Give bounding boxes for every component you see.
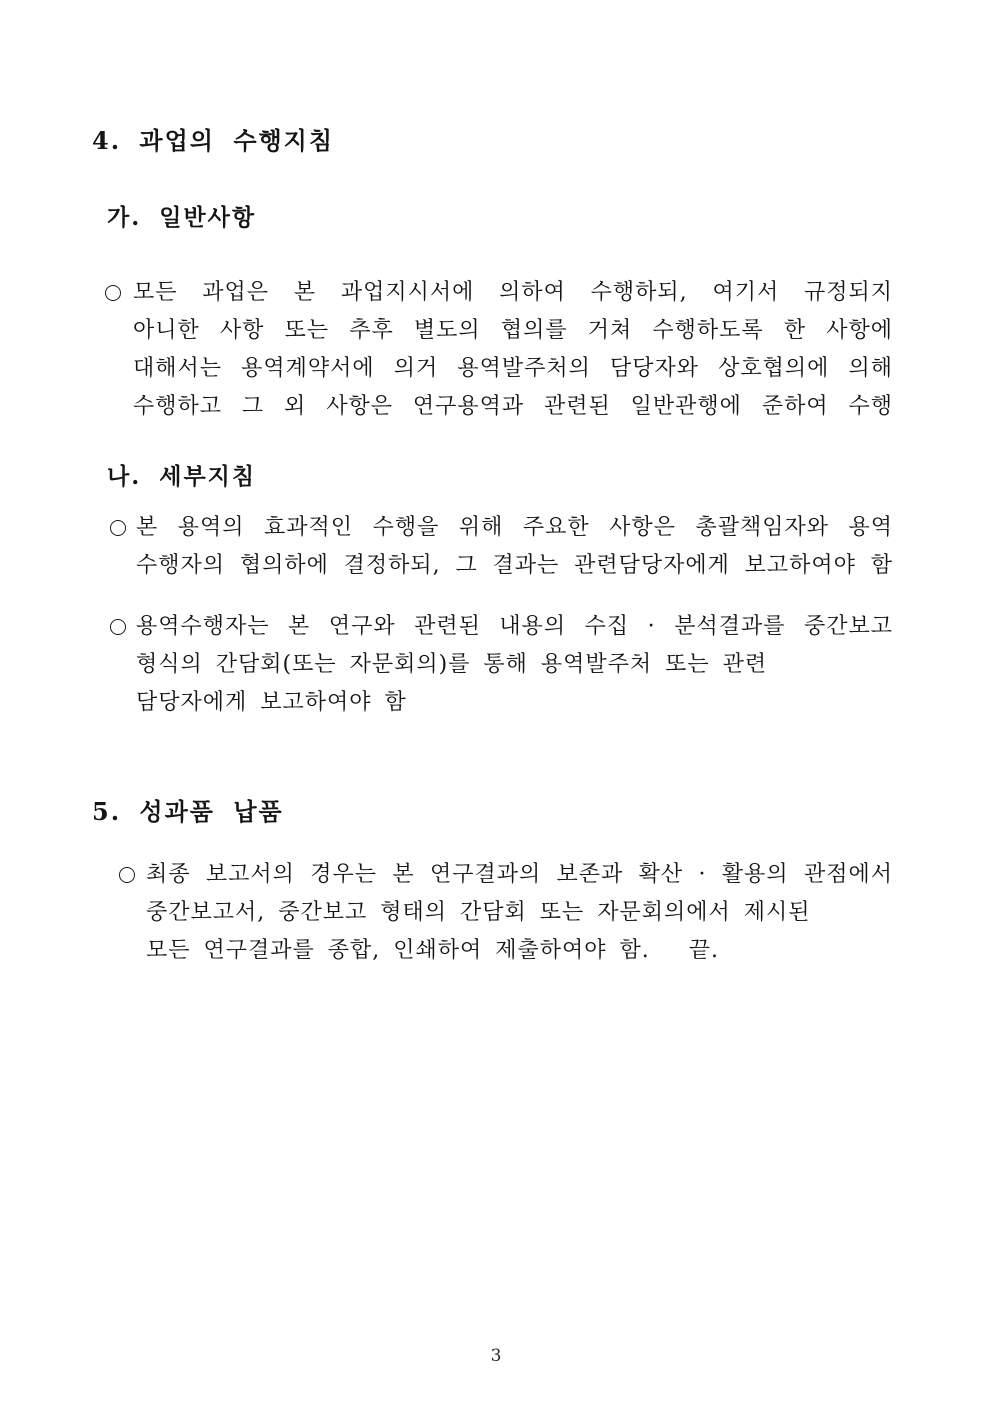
section4-heading: 4. 과업의 수행지침 (92, 126, 335, 155)
bullet-text (136, 608, 893, 722)
section4-detail-subheading: 나. 세부지침 (107, 463, 257, 490)
text-line: 중간보고서, 중간보고 형태의 간담회 또는 자문회의에서 제시된 (146, 900, 811, 925)
circle-bullet-icon (119, 867, 135, 883)
text-line: 대해서는 용역계약서에 의거 용역발주처의 담당자와 상호협의에 의해 (133, 356, 893, 381)
section4-general-subheading: 가. 일반사항 (107, 204, 257, 231)
circle-bullet-icon (110, 619, 126, 635)
text-line: 모든 과업은 본 과업지시서에 의하여 수행하되, 여기서 규정되지 (133, 280, 893, 305)
text-line: 아니한 사항 또는 추후 별도의 협의를 거쳐 수행하도록 한 사항에 (133, 318, 893, 343)
text-line: 본 용역의 효과적인 수행을 위해 주요한 사항은 총괄책임자와 용역 (136, 515, 893, 540)
section5-heading: 5. 성과품 납품 (92, 797, 284, 826)
text-line: 담당자에게 보고하여야 함 (136, 690, 407, 715)
text-line: 용역수행자는 본 연구와 관련된 내용의 수집 · 분석결과를 중간보고 (136, 614, 893, 639)
general-bullet-paragraph (105, 274, 893, 426)
circle-bullet-icon (105, 285, 121, 301)
text-line: 최종 보고서의 경우는 본 연구결과의 보존과 확산 · 활용의 관점에서 (146, 862, 893, 887)
bullet-text (146, 856, 893, 970)
deliverable-bullet-paragraph (119, 856, 893, 970)
text-line: 형식의 간담회(또는 자문회의)를 통해 용역발주처 또는 관련 (136, 652, 768, 677)
page-number: 3 (490, 1346, 502, 1366)
detail-bullet-paragraph-2 (110, 608, 893, 722)
text-line: 모든 연구결과를 종합, 인쇄하여 제출하여야 함. 끝. (146, 938, 719, 963)
bullet-text (136, 509, 893, 585)
bullet-text (133, 274, 893, 426)
detail-bullet-paragraph-1 (110, 509, 893, 585)
text-line: 수행자의 협의하에 결정하되, 그 결과는 관련담당자에게 보고하여야 함 (136, 553, 893, 578)
text-line: 수행하고 그 외 사항은 연구용역과 관련된 일반관행에 준하여 수행 (133, 394, 893, 419)
circle-bullet-icon (110, 520, 126, 536)
